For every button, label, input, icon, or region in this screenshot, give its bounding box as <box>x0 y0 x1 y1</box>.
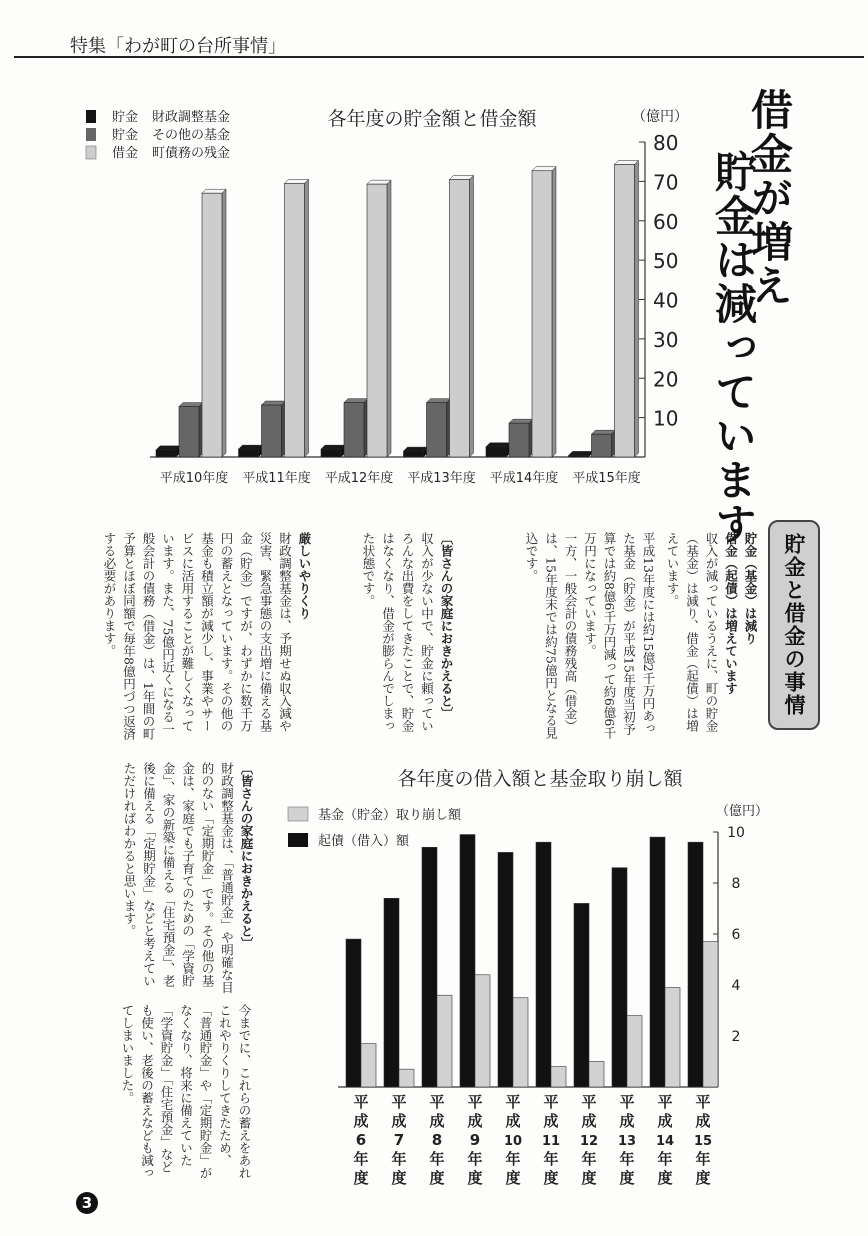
chart1-bar-top <box>404 447 428 451</box>
chart1-legend <box>86 109 230 161</box>
legend-label: 起債（借入）額 <box>318 834 410 849</box>
chart1-bar-top <box>486 443 510 447</box>
household1-column <box>356 532 456 742</box>
headline-line2: 貯金は減っています <box>709 150 758 546</box>
chart2-x-tick-label: 平成 11 年度 <box>541 1093 561 1187</box>
chart2-bar <box>536 842 551 1087</box>
chart2-bar <box>475 975 490 1087</box>
section-heading: 貯金と借金の事情 <box>782 533 806 717</box>
intro-column <box>660 532 760 742</box>
chart1-bar-top <box>285 179 309 183</box>
chart2-y-tick-label: 6 <box>731 927 741 943</box>
household2-column <box>78 762 256 994</box>
legend-col2: 財政調整基金 <box>152 110 231 125</box>
legend-col1: 貯金 <box>112 128 139 143</box>
chart1-bar-top <box>450 175 474 179</box>
chart1-bar-top <box>179 403 203 407</box>
chart2-bar <box>627 1016 642 1087</box>
tight-title: 厳しいやりくり <box>297 532 312 620</box>
chart1-x-tick-label: 平成15年度 <box>572 471 641 486</box>
legend-col2: 町債務の残金 <box>152 146 231 161</box>
chart2-bar <box>384 898 399 1087</box>
chart2-unit-label: （億円） <box>716 804 769 819</box>
chart1-bar-top <box>321 445 345 449</box>
intro-body: 収入が減っているうえに、町の貯金（基金）は減り、借金（起債）は増えています。 <box>665 532 719 732</box>
chart2-title: 各年度の借入額と基金取り崩し額 <box>397 768 683 790</box>
chart1-bar-top <box>344 399 368 403</box>
chart1-bar-top <box>367 180 391 184</box>
chart1-bar <box>592 434 612 457</box>
chart1-bar-top <box>592 430 616 434</box>
chart1-unit-label: （億円） <box>632 109 688 125</box>
chart1-bar <box>262 405 282 457</box>
chart2-bar <box>551 1067 566 1087</box>
headline-line1: 借金が増え <box>745 88 794 308</box>
chart2-bar <box>589 1062 604 1088</box>
chart1-bar <box>404 451 424 457</box>
fund-detail-column <box>524 532 658 742</box>
chart2-bar <box>460 835 475 1087</box>
chart1-bar <box>285 183 305 457</box>
chart1-y-tick-label: 20 <box>653 367 679 392</box>
closing-column <box>118 1004 254 1180</box>
chart1-bar-side <box>387 180 391 457</box>
legend-swatch-reserve <box>86 110 96 123</box>
intro-lead2: 借金（起債）は増えています <box>723 532 739 695</box>
chart1-bar <box>450 179 470 457</box>
chart2-bar <box>361 1044 376 1087</box>
chart1-bar-top <box>427 399 451 403</box>
legend-col1: 借金 <box>112 146 139 161</box>
chart1-y-tick-label: 50 <box>653 249 679 274</box>
chart1-bar-top <box>156 446 180 450</box>
chart1-x-tick-label: 平成13年度 <box>407 471 476 486</box>
chart1-bar-top <box>239 445 263 449</box>
chart2-bar <box>703 942 718 1087</box>
headline <box>709 150 758 550</box>
chart1-y-tick-label: 10 <box>653 406 679 431</box>
chart1-y-tick-label: 30 <box>653 327 679 352</box>
legend-label: 基金（貯金）取り崩し額 <box>318 808 462 823</box>
page-number: 3 <box>76 1192 98 1214</box>
chart1-bar-side <box>222 189 226 457</box>
chart1-bar-top <box>202 189 226 193</box>
chart1-y-tick-label: 70 <box>653 170 679 195</box>
chart1-bar-top <box>569 451 593 455</box>
chart2-bar <box>665 988 680 1087</box>
chart1-x-tick-label: 平成10年度 <box>159 471 229 486</box>
legend-swatch-borrowing <box>288 833 308 847</box>
chart1-bar <box>615 164 635 457</box>
intro-lead1: 貯金（基金）は減り <box>743 532 758 645</box>
chart1-y-tick-label: 80 <box>653 131 679 155</box>
chart2-bar <box>688 842 703 1087</box>
chart1-y-tick-label: 40 <box>653 288 679 313</box>
legend-col2: その他の基金 <box>152 128 231 143</box>
chart2-x-tick-label: 平成 12 年度 <box>579 1093 599 1187</box>
closing-body: 今までに、これらの蓄えをあれこれやりくりしてきたため、「普通貯金」や「定期貯金」がなくなり、将来に備えていた「学資貯金」「住宅預金」なども使い、老後の蓄えなども減ってしまいました。 <box>120 1004 252 1179</box>
chart2-y-tick-label: 2 <box>731 1029 741 1045</box>
chart1-bar <box>569 455 589 457</box>
chart2-x-tick-label: 平成 10 年度 <box>503 1093 523 1187</box>
household2-body: 財政調整基金は、「普通貯金」や明確な目的のない「定期貯金」です。その他の基金は、家庭でも子育てのための「学資貯金」、家の新築に備える「住宅預金」、老後に備える「定期貯金」などと考えていただければわかると思います。 <box>122 762 235 994</box>
chart2-y-tick-label: 4 <box>731 978 741 994</box>
chart1-bar <box>509 423 529 457</box>
tight-body: 財政調整基金は、予期せぬ収入減や災害、緊急事態の支出増に備える基金（貯金）ですが、わずかに数千万円の蓄えとなっています。その他の基金も積立額が減少し、事業やサービスに活用することが難しくなっています。また、75億円近くになる一般会計の債務（借金）は、1年間の町予算とほぼ同額で毎年8億円づつ返済する必要があります。 <box>102 532 293 740</box>
chart1-bar <box>156 450 176 457</box>
chart1-bar <box>532 171 552 457</box>
chart1-x-tick-label: 平成11年度 <box>242 471 311 486</box>
legend-swatch-withdrawal <box>288 807 308 821</box>
chart1-bar <box>239 449 259 457</box>
chart2-bar <box>399 1069 414 1087</box>
chart2-x-tick-label: 平成 7 年度 <box>391 1093 407 1187</box>
chart2-x-tick-label: 平成 8 年度 <box>429 1093 445 1187</box>
chart2-bar <box>437 995 452 1087</box>
chart1-bar-side <box>470 175 474 457</box>
chart1-bar <box>344 403 364 457</box>
chart2-legend <box>288 807 462 849</box>
tight-budget-column <box>78 532 314 742</box>
chart2-bar <box>612 868 627 1087</box>
chart1-bar <box>179 407 199 457</box>
chart1-bar-side <box>305 179 309 457</box>
chart1-bar <box>321 449 341 457</box>
chart1-bar <box>427 403 447 457</box>
chart1-bar-top <box>509 419 533 423</box>
chart2-x-tick-label: 平成 15 年度 <box>693 1093 713 1187</box>
chart2-bar <box>346 939 361 1087</box>
chart2-bar <box>574 903 589 1087</box>
legend-swatch-debt <box>86 146 96 159</box>
chart1-y-tick-label: 60 <box>653 209 679 234</box>
chart1-bar <box>367 184 387 457</box>
chart1-bar <box>202 193 222 457</box>
chart1-title: 各年度の貯金額と借金額 <box>327 108 537 130</box>
chart1-bar <box>486 447 506 457</box>
chart2-y-tick-label: 8 <box>731 876 741 892</box>
chart1-bar-side <box>552 167 556 457</box>
debt-detail: 一方、一般会計の債務残高（借金）は、15年度末では約75億円となる見込です。 <box>524 532 578 739</box>
chart1-x-tick-label: 平成12年度 <box>324 471 394 486</box>
chart2-bar <box>513 998 528 1087</box>
chart1-bar-side <box>635 160 639 457</box>
legend-swatch-other-funds <box>86 128 96 141</box>
household1-body: 収入が少ない中で、貯金に頼っていろんな出費をしてきたことで、貯金はなくなり、借金が膨らんでしまった状態です。 <box>361 532 435 732</box>
chart2-x-tick-label: 平成 14 年度 <box>655 1093 675 1187</box>
header-title: 特集「わが町の台所事情」 <box>70 36 286 57</box>
chart1-bar-top <box>615 160 639 164</box>
chart2-x-tick-label: 平成 6 年度 <box>353 1093 369 1187</box>
chart2-bar <box>498 852 513 1087</box>
legend-col1: 貯金 <box>112 110 139 125</box>
household1-title: 〔皆さんの家庭におきかえると〕 <box>439 532 454 720</box>
chart1-x-tick-label: 平成14年度 <box>489 471 559 486</box>
section-heading-box <box>768 520 820 730</box>
chart2-x-tick-label: 平成 13 年度 <box>617 1093 637 1187</box>
household2-title: 〔皆さんの家庭におきかえると〕 <box>239 762 254 950</box>
chart1-bar-top <box>262 401 286 405</box>
chart2-bar <box>650 837 665 1087</box>
chart2-bar <box>422 847 437 1087</box>
fund-detail: 平成13年度には約15億2千万円あった基金（貯金）が平成15年度当初予算では約8億6千万円減って約6億6千万円になっています。 <box>582 532 656 739</box>
chart2-x-tick-label: 平成 9 年度 <box>467 1093 483 1187</box>
chart2-y-tick-label: 10 <box>727 825 745 841</box>
chart1-bar-top <box>532 167 556 171</box>
